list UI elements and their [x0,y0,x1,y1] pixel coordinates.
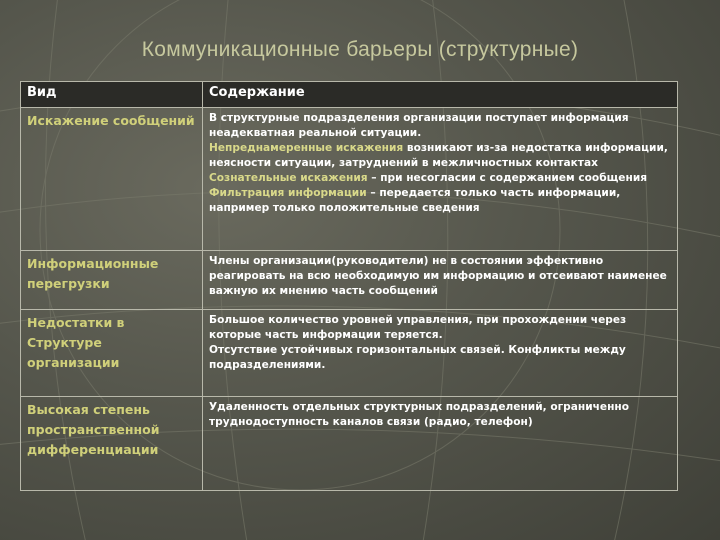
term-description: – при несогласии с содержанием сообщения [367,172,648,184]
content-paragraph [209,171,671,186]
content-paragraph: Большое количество уровней управления, при прохождении через которые часть информации теряется. [209,314,627,341]
table-header-row [21,82,678,108]
barrier-kind: Информационные перегрузки [21,251,203,310]
term-description: – передается только часть информации, например только положительные сведения [209,187,621,214]
content-paragraph: Отсутствие устойчивых горизонтальных связей. Конфликты между подразделениями. [209,344,626,371]
content-paragraph: Члены организации(руководители) не в состоянии эффективно реагировать на всю необходимую им информацию и отсеивают наименее важную их мнению часть сообщений [209,255,667,297]
table-row [21,310,678,397]
barrier-kind: Высокая степень пространственной дифференциации [21,397,203,491]
header-kind: Вид [21,82,203,108]
barrier-kind: Искажение сообщений [21,108,203,251]
page-title: Коммуникационные барьеры (структурные) [141,38,579,61]
header-content: Содержание [203,82,678,108]
barrier-content [203,310,678,397]
highlight-term: Сознательные искажения [209,172,368,184]
table-row [21,251,678,310]
highlight-term: Непреднамеренные искажения [209,142,404,154]
barrier-content [203,397,678,491]
highlight-term: Фильтрация информации [209,187,367,199]
content-paragraph [209,141,671,171]
barrier-content [203,108,678,251]
content-paragraph: В структурные подразделения организации поступает информация неадекватная реальной ситуации. [209,112,629,139]
table-row [21,397,678,491]
term-description: возникают из-за недостатка информации, неясности ситуации, затруднений в межличностных контактах [209,142,668,169]
table-row [21,108,678,251]
barriers-table [20,81,678,491]
content-paragraph [209,186,671,216]
content-paragraph: Удаленность отдельных структурных подразделений, ограниченно труднодоступность каналов связи (радио, телефон) [209,401,629,428]
barrier-kind: Недостатки в Структуре организации [21,310,203,397]
barrier-content [203,251,678,310]
